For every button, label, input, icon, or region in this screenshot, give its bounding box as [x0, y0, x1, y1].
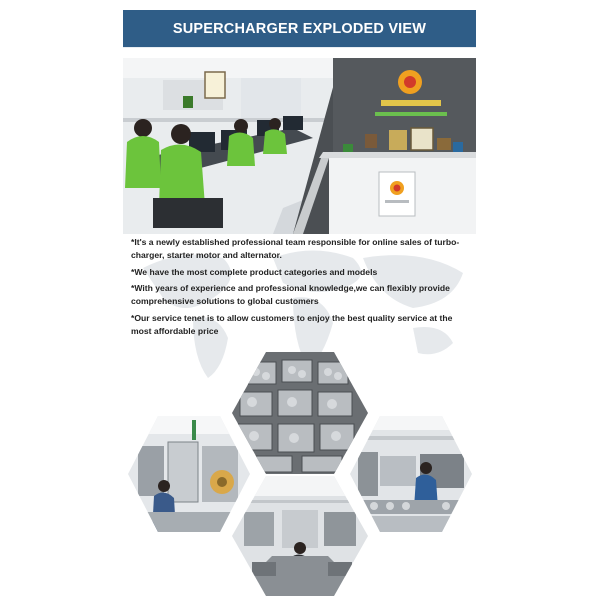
hexagon-photo-collage	[128, 352, 472, 596]
page-banner	[123, 10, 476, 47]
workshop-hex-photo	[232, 476, 368, 596]
reception-photo	[293, 58, 476, 234]
warehouse-hex-photo	[232, 352, 368, 474]
assembly-hex-photo	[350, 416, 472, 532]
bullet-item: *We have the most complete product categories and models	[131, 266, 378, 277]
banner-title: SUPERCHARGER EXPLODED VIEW	[172, 20, 427, 37]
bullet-item: *It's a newly established professional team responsible for online sales of turbo-charger, starter motor and alternator.	[131, 237, 460, 260]
photo-strip	[123, 58, 476, 234]
description-list	[131, 236, 471, 342]
bullet-item: *Our service tenet is to allow customers to enjoy the best quality service at the most affordable price	[131, 312, 453, 336]
bullet-item: *With years of experience and professional knowledge,we can flexibly provide comprehensive solutions to global customers	[131, 283, 450, 307]
